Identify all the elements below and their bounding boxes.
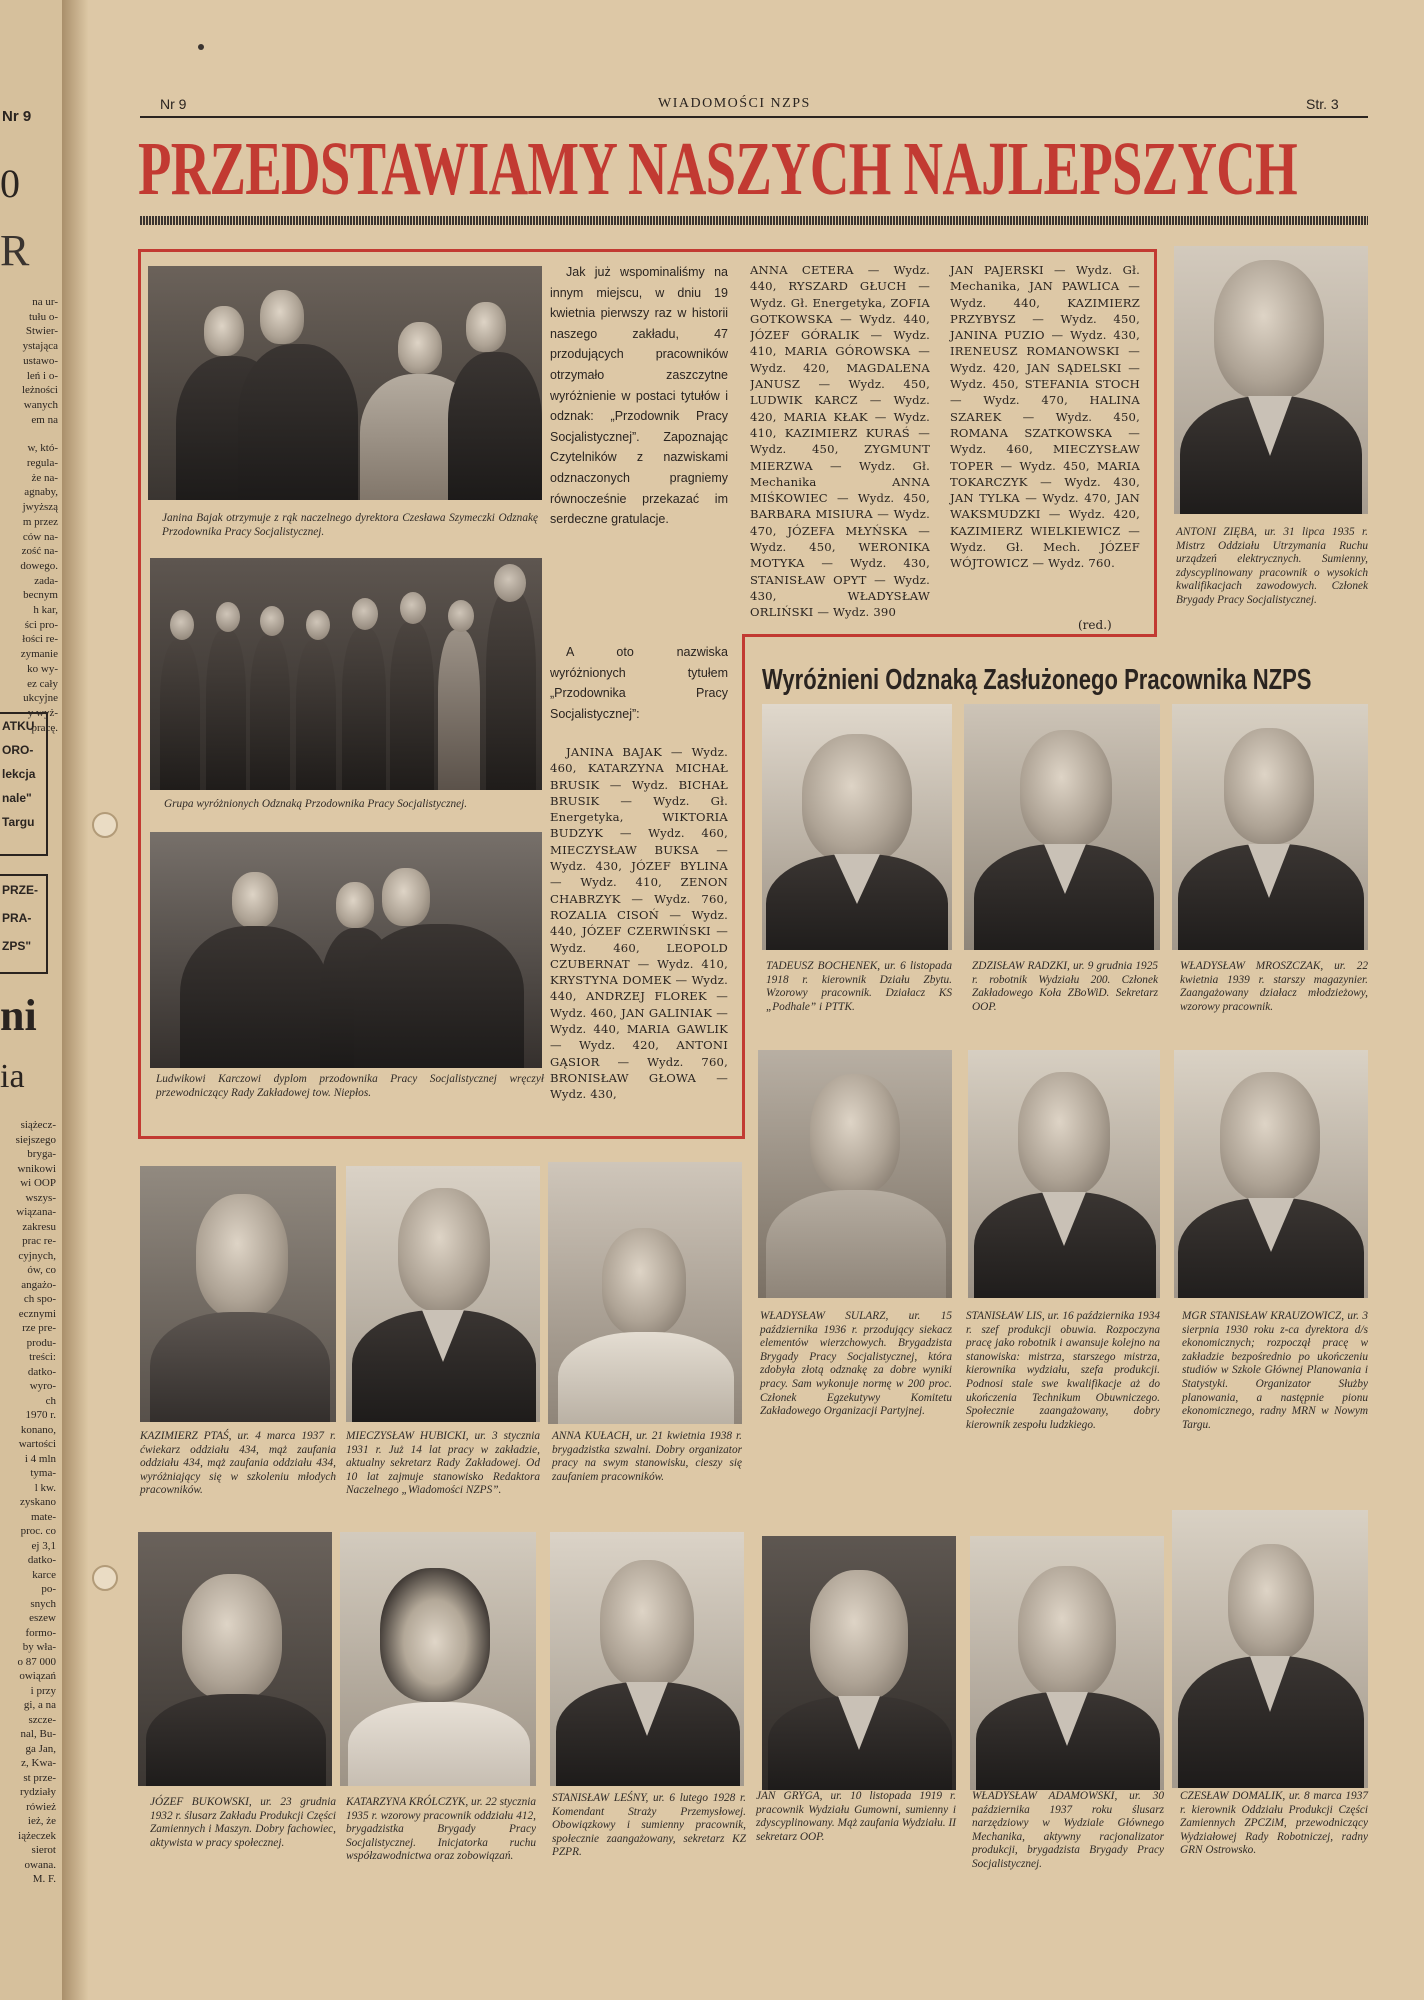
left-box-line: ORO- bbox=[2, 743, 34, 757]
photo-wladyslaw-sularz bbox=[758, 1050, 952, 1298]
signature: (red.) bbox=[1078, 618, 1112, 632]
left-line: mate- bbox=[30, 1510, 56, 1523]
left-box-2 bbox=[0, 874, 48, 974]
left-line: 1970 r. bbox=[25, 1409, 56, 1421]
left-line: datko- bbox=[27, 1365, 56, 1378]
left-line: iążeczek bbox=[18, 1829, 56, 1842]
left-box-line: Targu bbox=[2, 815, 35, 829]
left-line: regula- bbox=[26, 457, 58, 470]
photo-antoni-zieba bbox=[1174, 246, 1368, 514]
left-page-strip bbox=[0, 0, 64, 2000]
left-line: m przez bbox=[22, 515, 58, 528]
left-line: proc. co bbox=[20, 1525, 56, 1537]
photo-wladyslaw-adamowski bbox=[970, 1536, 1164, 1790]
feature-box-mid bbox=[742, 634, 1157, 637]
left-line: łości re- bbox=[22, 633, 58, 646]
left-line: prac re- bbox=[22, 1235, 56, 1247]
header-paper-name: WIADOMOŚCI NZPS bbox=[658, 96, 811, 111]
headline-rule bbox=[140, 216, 1368, 225]
left-line: eszew bbox=[29, 1612, 56, 1624]
left-line: i 4 mln bbox=[24, 1452, 56, 1465]
left-line: tułu o- bbox=[28, 310, 58, 323]
left-line: ukcyjne bbox=[23, 692, 58, 705]
left-line: ści pro- bbox=[24, 618, 58, 631]
caption-jozef-bukowski: JÓZEF BUKOWSKI, ur. 23 grudnia 1932 r. ślusarz Zakładu Produkcji Części Zamiennych i Maszyn. Dobry fachowiec, aktywista w pracy społecznej. bbox=[150, 1796, 336, 1849]
left-line: y wyż- bbox=[27, 706, 58, 719]
left-line: leń i o- bbox=[26, 369, 58, 382]
left-line: ież, że bbox=[27, 1815, 56, 1827]
left-big-word-1: ni bbox=[0, 991, 37, 1040]
caption-stanislaw-lesny: STANISŁAW LEŚNY, ur. 6 lutego 1928 r. Komendant Straży Przemysłowej. Obowiązkowy i sumienny pracownik, społecznie zaangażowany, sekretarz KZ PZPR. bbox=[552, 1792, 746, 1859]
caption-anna-kulach: ANNA KUŁACH, ur. 21 kwietnia 1938 r. brygadzistka szwalni. Dobry organizator pracy na swym stanowisku, cieszy się zaufaniem pracowników. bbox=[552, 1430, 742, 1483]
dot-mark bbox=[198, 44, 204, 50]
photo-award-handover bbox=[148, 266, 542, 500]
left-line: wartości bbox=[18, 1438, 56, 1450]
left-line: wyro- bbox=[29, 1380, 56, 1392]
left-line: dowego. bbox=[20, 559, 58, 572]
photo-diploma bbox=[150, 832, 542, 1068]
intro-paragraph: Jak już wspominaliśmy na innym miejscu, w dniu 19 kwietnia pierwszy raz w historii naszego zakładu, 47 przodujących pracowników otrzymało zaszczytne wyróżnienie w postaci tytułów i odznak: „Przodownik Pracy Socjalistycznej”. Zapoznając Czytelników z nazwiskami odznaczonych pragniemy równocześnie przekazać im serdeczne gratulacje. bbox=[550, 265, 728, 527]
caption-kazimierz-ptas: KAZIMIERZ PTAŚ, ur. 4 marca 1937 r. ćwiekarz oddziału 434, mąż zaufania oddziału 434, mąż zaufania oddziału 434, wyróżniający się w szkoleniu młodych pracowników. bbox=[140, 1430, 336, 1497]
caption-tadeusz-bochenek: TADEUSZ BOCHENEK, ur. 6 listopada 1918 r. kierownik Działu Zbytu. Wzorowy pracownik. Działacz KS „Podhale” i PTTK. bbox=[766, 960, 952, 1013]
left-issue-label: Nr 9 bbox=[2, 108, 32, 125]
caption-mieczyslaw-hubicki: MIECZYSŁAW HUBICKI, ur. 3 stycznia 1931 r. Już 14 lat pracy w zakładzie, aktualny sekretarz Rady Zakładowej. Od 10 lat zajmuje stanowisko Redaktora Naczelnego „Wiadomości NZPS”. bbox=[346, 1430, 540, 1497]
left-line: by wła- bbox=[22, 1641, 56, 1653]
left-line: o 87 000 bbox=[17, 1655, 56, 1668]
left-line: produ- bbox=[26, 1336, 56, 1349]
left-box-line: PRZE- bbox=[2, 883, 38, 897]
left-line: datko- bbox=[27, 1554, 56, 1566]
left-line: bryga- bbox=[27, 1148, 56, 1160]
left-line: z, Kwa- bbox=[21, 1757, 56, 1769]
caption-diploma: Ludwikowi Karczowi dyplom przodownika Pracy Socjalistycznej wręczył przewodniczący Rady Zakładowej tow. Niepłos. bbox=[156, 1073, 544, 1099]
left-fragment-big-0: 0 bbox=[0, 161, 20, 206]
binding-hole-icon bbox=[92, 812, 118, 838]
left-line: rze pre- bbox=[22, 1322, 56, 1334]
left-line: ystająca bbox=[22, 340, 58, 353]
feature-box-bottom bbox=[138, 1136, 745, 1139]
left-line: zakresu bbox=[22, 1220, 56, 1233]
left-line: rówież bbox=[26, 1800, 56, 1813]
left-line: pracę. bbox=[31, 721, 58, 734]
photo-stanislaw-krauzowicz bbox=[1174, 1050, 1368, 1298]
left-line: zyskano bbox=[19, 1496, 56, 1508]
left-line: zość na- bbox=[21, 545, 58, 558]
feature-box-right-2 bbox=[742, 634, 745, 1139]
left-line: ko wy- bbox=[27, 662, 58, 675]
left-line: em na bbox=[31, 413, 58, 426]
left-line: w, któ- bbox=[27, 442, 58, 455]
left-line: angażo- bbox=[21, 1278, 56, 1291]
caption-zdzislaw-radzki: ZDZISŁAW RADZKI, ur. 9 grudnia 1925 r. robotnik Wydziału 200. Członek Zakładowego Koła ZBoWiD. Sekretarz OOP. bbox=[972, 960, 1158, 1013]
names-list-1: JANINA BAJAK — Wydz. 460, KATARZYNA MICHAŁ BRUSIK — Wydz. BICHAŁ BRUSIK — Wydz. Gł. Energetyka, WIKTORIA BUDZYK — Wydz. 460, MIECZYSŁAW BUKSA — Wydz. 430, JÓZEF BYLINA — Wydz. 410, ZENON CHABRZYK — Wydz. 760, ROZALIA CISOŃ — Wydz. 440, JÓZEF CZERWIŃSKI — Wydz. 460, LEOPOLD CZUBERNAT — Wydz. 410, KRYSTYNA DOMEK — Wydz. 440, ANDRZEJ FLOREK — Wydz. 460, JAN GALINIAK — Wydz. 440, MARIA GAWLIK — Wydz. 420, ANTONI GĄSIOR — Wydz. 760, BRONISŁAW GŁOWA — Wydz. 430, bbox=[550, 745, 728, 1102]
left-line: cyjnych, bbox=[18, 1249, 56, 1262]
left-line: agnaby, bbox=[24, 486, 58, 499]
caption-stanislaw-lis: STANISŁAW LIS, ur. 16 października 1934 r. szef produkcji obuwia. Rozpoczyna pracę jako robotnik i awansuje kolejno na stanowiska: mistrza, starszego mistrza, kierownika wydziału, szefa produkcji. Podnosi stale swe kwalifikacje aż do ukończenia Technikum Obuwniczego. Społecznie zaangażowany, dobry kierownik zespołu ludzkiego. bbox=[966, 1310, 1160, 1431]
photo-kazimierz-ptas bbox=[140, 1166, 336, 1422]
left-line: po- bbox=[41, 1583, 56, 1595]
caption-wladyslaw-sularz: WŁADYSŁAW SULARZ, ur. 15 października 1936 r. przodujący siekacz elementów wierzchowych. Brygadzista Brygady Pracy Socjalistycznej, która zdobyła złotą odznakę za dobre wyniki pracy. Sam wykonuje normę w 200 proc. Członek Egzekutywy Komitetu Zakładowego Organizacji Partyjnej. bbox=[760, 1310, 952, 1418]
left-line: wnikowi bbox=[17, 1162, 56, 1175]
left-line: sierot bbox=[31, 1844, 56, 1856]
header-page: Str. 3 bbox=[1306, 96, 1339, 112]
intro-paragraph-2: A oto nazwiska wyróżnionych tytułem „Przodownika Pracy Socjalistycznej”: bbox=[550, 645, 728, 721]
left-line bbox=[2, 427, 58, 441]
left-line: Stwier- bbox=[25, 325, 58, 338]
left-line: konano, bbox=[20, 1423, 56, 1436]
left-box-line: PRA- bbox=[2, 911, 32, 925]
left-line: że na- bbox=[31, 471, 58, 484]
caption-wladyslaw-mroszczak: WŁADYSŁAW MROSZCZAK, ur. 22 kwietnia 1939 r. starszy magazynier. Zaangażowany działacz młodzieżowy, wzorowy pracownik. bbox=[1180, 960, 1368, 1013]
photo-tadeusz-bochenek bbox=[762, 704, 952, 950]
headline: PRZEDSTAWIAMY NASZYCH NAJLEPSZYCH bbox=[138, 127, 1297, 211]
left-line: wi OOP bbox=[20, 1177, 56, 1189]
caption-wladyslaw-adamowski: WŁADYSŁAW ADAMOWSKI, ur. 30 października 1937 roku ślusarz narzędziowy w Wydziale Głównego Mechanika, aktywny racjonalizator produkcji, brygadzista Brygady Pracy Socjalistycznej. bbox=[972, 1790, 1164, 1870]
left-line: h kar, bbox=[33, 604, 58, 617]
photo-anna-kulach bbox=[548, 1162, 742, 1424]
caption-group: Grupa wyróżnionych Odznaką Przodownika Pracy Socjalistycznej. bbox=[164, 798, 468, 810]
left-line: ch spo- bbox=[23, 1293, 56, 1305]
page-spine-shadow bbox=[62, 0, 88, 2000]
left-line: st prze- bbox=[23, 1771, 56, 1784]
left-line: owana. bbox=[24, 1858, 56, 1871]
left-line: ców na- bbox=[22, 530, 58, 543]
left-line: wszys- bbox=[25, 1191, 56, 1204]
left-line: l kw. bbox=[34, 1481, 56, 1494]
left-line: ga Jan, bbox=[25, 1742, 56, 1755]
caption-stanislaw-krauzowicz: MGR STANISŁAW KRAUZOWICZ, ur. 3 sierpnia 1930 roku z-ca dyrektora d/s ekonomicznych; rozpoczął pracę w zakładzie bezpośrednio po ukończeniu studiów w Szkole Głównej Planowania i Statystyki. Organizator Służby planowania, a następnie pionu ekonomicznego, radny MRN w Nowym Targu. bbox=[1182, 1310, 1368, 1431]
left-line: M. F. bbox=[32, 1873, 56, 1885]
caption-antoni-zieba: ANTONI ZIĘBA, ur. 31 lipca 1935 r. Mistrz Oddziału Utrzymania Ruchu urządzeń elektrycznych. Sumienny, zdyscyplinowany pracownik o wysokich kwalifikacjach zawodowych. Członek Brygady Pracy Socjalistycznej. bbox=[1176, 526, 1368, 606]
photo-katarzyna-krolczyk bbox=[340, 1532, 536, 1786]
caption-award-handover: Janina Bajak otrzymuje z rąk naczelnego dyrektora Czesława Szymeczki Odznakę Przodownika Pracy Socjalistycznej. bbox=[162, 512, 538, 538]
photo-czeslaw-domalik bbox=[1172, 1510, 1368, 1788]
photo-group bbox=[150, 558, 542, 790]
left-line: tyma- bbox=[30, 1467, 56, 1479]
feature-box-right bbox=[1154, 249, 1157, 634]
left-line: owiązań bbox=[19, 1670, 56, 1682]
left-fragment-big-r: R bbox=[0, 226, 30, 275]
left-box-line: ZPS" bbox=[2, 939, 32, 953]
caption-katarzyna-krolczyk: KATARZYNA KRÓLCZYK, ur. 22 stycznia 1935 r. wzorowy pracownik oddziału 412, brygadzistka Brygady Pracy Socjalistycznej. Inicjatorka ruchu współzawodnictwa oraz zobowiązań. bbox=[346, 1796, 536, 1863]
photo-mieczyslaw-hubicki bbox=[346, 1166, 540, 1422]
left-line: formo- bbox=[25, 1626, 56, 1639]
left-box-line: lekcja bbox=[2, 767, 36, 781]
left-line: snych bbox=[30, 1597, 56, 1610]
left-line: ustawo- bbox=[23, 354, 58, 367]
left-line: wanych bbox=[23, 398, 58, 411]
award-section-title: Wyróżnieni Odznaką Zasłużonego Pracownika NZPS bbox=[762, 664, 1312, 696]
photo-jozef-bukowski bbox=[138, 1532, 332, 1786]
left-line: rydziały bbox=[19, 1786, 56, 1798]
left-line: ej 3,1 bbox=[31, 1539, 56, 1552]
left-lower-text bbox=[2, 1118, 56, 1887]
left-line: karce bbox=[32, 1568, 56, 1581]
left-box-1 bbox=[0, 712, 48, 856]
left-big-word-2: ia bbox=[0, 1058, 25, 1095]
left-column-text bbox=[2, 295, 58, 735]
left-line: nal, Bu- bbox=[20, 1728, 56, 1740]
left-line: leżności bbox=[21, 384, 58, 397]
left-line: wiązana- bbox=[16, 1206, 56, 1218]
photo-zdzislaw-radzki bbox=[964, 704, 1160, 950]
left-line: gi, a na bbox=[23, 1699, 56, 1711]
binding-hole-icon bbox=[92, 1565, 118, 1591]
left-line: zada- bbox=[34, 574, 58, 587]
names-list-3: JAN PAJERSKI — Wydz. Gł. Mechanika, JAN PAWLICA — Wydz. 440, KAZIMIERZ PRZYBYSZ — Wydz. 450, JANINA PUZIO — Wydz. 430, IRENEUSZ ROMANOWSKI — Wydz. 420, JAN SĄDELSKI — Wydz. 450, STEFANIA STOCH — Wydz. 470, HALINA SZAREK — Wydz. 450, ROMANA SZATKOWSKA — Wydz. 460, MIECZYSŁAW TOPER — Wydz. 450, MARIA TOKARCZYK — Wydz. 430, JAN TYLKA — Wydz. 470, JAN WAKSMUDZKI — Wydz. 420, KAZIMIERZ WIELKIEWICZ — Wydz. Gł. Mech. JÓZEF WÓJTOWICZ — Wydz. 760. bbox=[950, 263, 1140, 571]
photo-wladyslaw-mroszczak bbox=[1172, 704, 1368, 950]
caption-jan-gryga: JAN GRYGA, ur. 10 listopada 1919 r. pracownik Wydziału Gumowni, sumienny i zdyscyplinowany. Mąż zaufania Wydziału. II sekretarz OOP. bbox=[756, 1790, 956, 1843]
left-line: treści: bbox=[29, 1351, 56, 1363]
left-box-line: nale" bbox=[2, 791, 32, 805]
left-line: siejszego bbox=[15, 1133, 56, 1146]
left-line: jwyższą bbox=[22, 501, 58, 514]
left-line: ez cały bbox=[27, 677, 58, 690]
left-line: ch bbox=[45, 1394, 56, 1407]
left-line: na ur- bbox=[32, 296, 58, 308]
photo-stanislaw-lesny bbox=[550, 1532, 744, 1786]
left-line: zymanie bbox=[20, 648, 58, 661]
header-rule bbox=[140, 116, 1368, 118]
header-issue: Nr 9 bbox=[160, 96, 187, 112]
photo-jan-gryga bbox=[762, 1536, 956, 1790]
left-line: szcze- bbox=[28, 1713, 56, 1726]
left-line: ów, co bbox=[27, 1264, 56, 1276]
photo-stanislaw-lis bbox=[968, 1050, 1160, 1298]
left-box-line: ATKU bbox=[2, 719, 35, 733]
names-list-2: ANNA CETERA — Wydz. 440, RYSZARD GŁUCH — Wydz. Gł. Energetyka, ZOFIA GOTKOWSKA — Wydz. 440, JÓZEF GÓRALIK — Wydz. 410, MARIA GÓROWSKA — Wydz. 420, MAGDALENA JANUSZ — Wydz. 450, LUDWIK KARCZ — Wydz. 420, MARIA KŁAK — Wydz. 410, KAZIMIERZ KURAŚ — Wydz. 450, ZYGMUNT MIERZWA — Wydz. Gł. Mechanika ANNA MIŚKOWIEC — Wydz. 450, BARBARA MISIURA — Wydz. 470, JÓZEFA MŁYŃSKA — Wydz. 450, WERONIKA MOTYKA — Wydz. 430, STANISŁAW OPYT — Wydz. 430, WŁADYSŁAW ORLIŃSKI — Wydz. 390 bbox=[750, 263, 930, 620]
caption-czeslaw-domalik: CZESŁAW DOMALIK, ur. 8 marca 1937 r. kierownik Oddziału Produkcji Części Zamiennych ZPCZiM, przewodniczący Wydziałowej Rady Robotniczej, radny GRN Ostrowsko. bbox=[1180, 1790, 1368, 1857]
left-line: i przy bbox=[30, 1684, 56, 1697]
left-line: siążecz- bbox=[20, 1119, 56, 1131]
left-line: becnym bbox=[23, 589, 58, 602]
left-line: ecznymi bbox=[18, 1307, 56, 1320]
